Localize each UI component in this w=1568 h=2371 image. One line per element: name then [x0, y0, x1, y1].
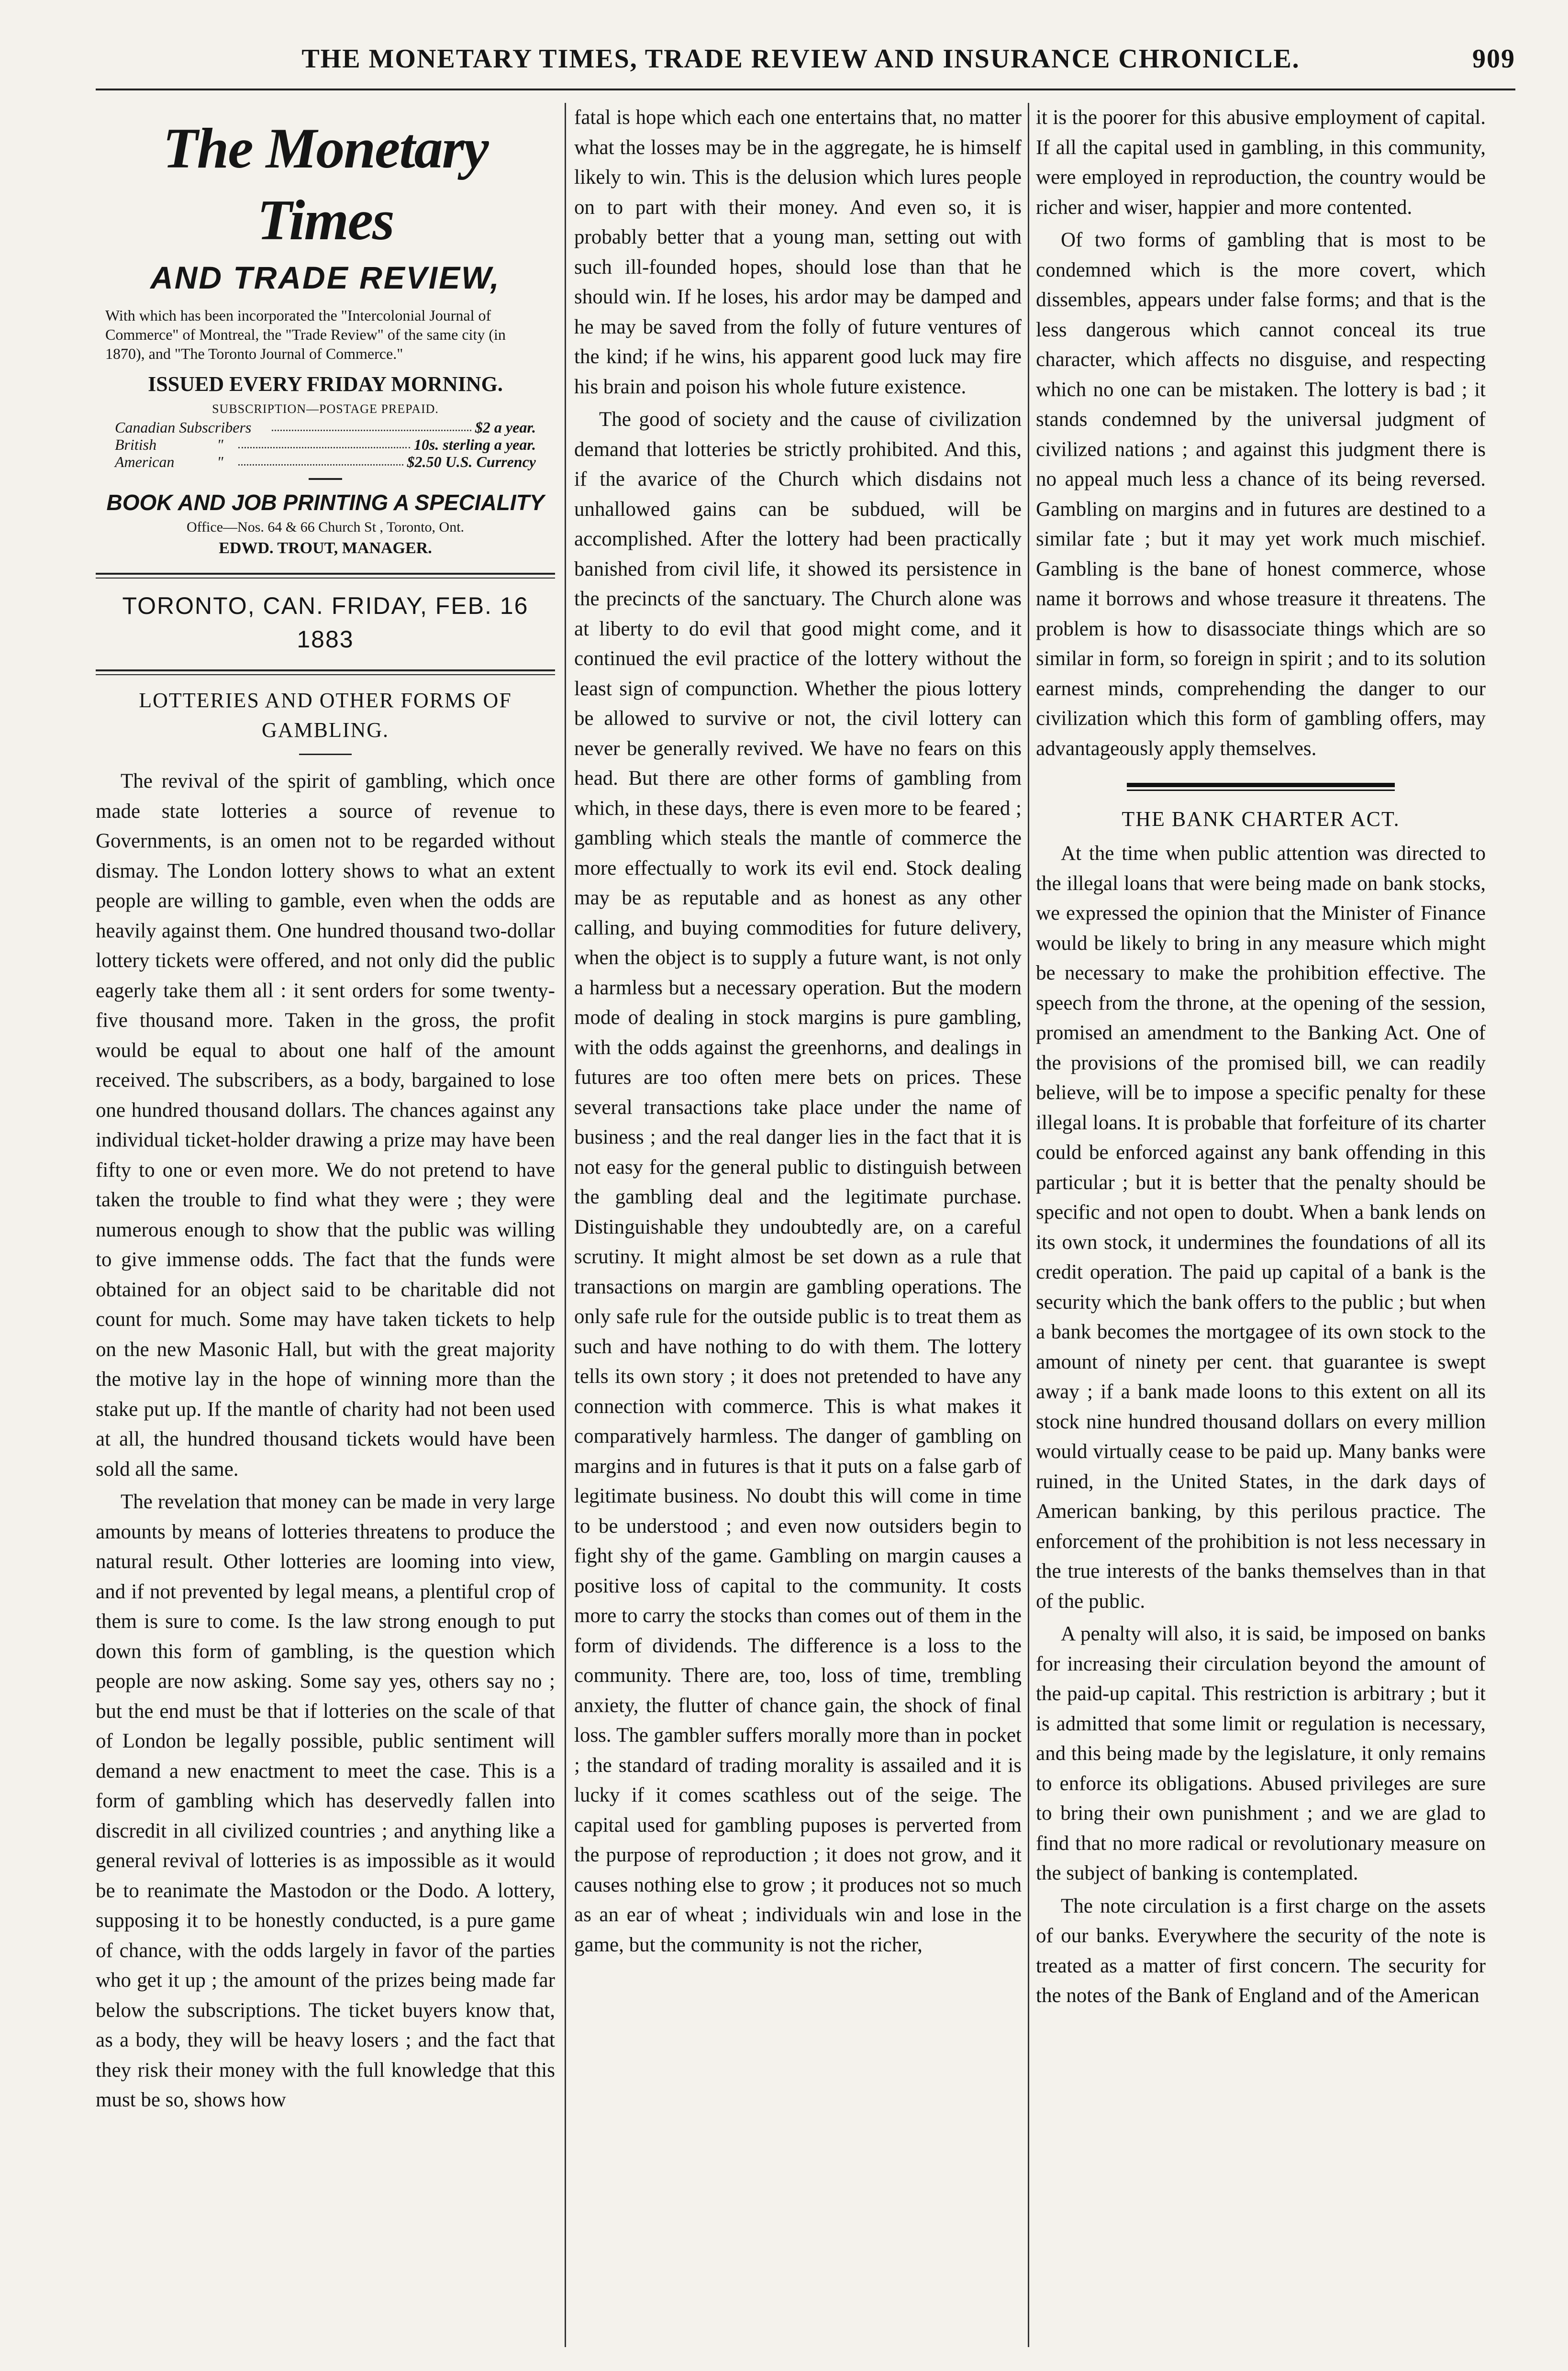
column-3 — [1036, 103, 1486, 2347]
leader-dots — [238, 436, 410, 448]
article-paragraph: At the time when public attention was directed to the illegal loans that were being made on bank stocks, we expressed the opinion that the Minister of Finance would be likely to bring in any measure which might be necessary to make the prohibition effective. The speech from the throne, at the opening of the session, promised an amendment to the Banking Act. One of the provisions of the promised bill, we can readily believe, will be to impose a specific penalty for these illegal loans. It is probable that forfeiture of its charter could be enforced against any bank offending in this particular ; but it is better that the penalty should be specific and not open to doubt. When a bank lends on its own stock, it undermines the foundations of all its credit operation. The paid up capital of a bank is the security which the bank offers to the public ; but when a bank becomes the mortgagee of its own stock to the amount of ninety per cent. that guarantee is swept away ; if a bank made loons to this extent on all its stock nine hundred thousand dollars on every million would virtually cease to be paid up. Many banks were ruined, in the United States, in the dark days of American banking, by this perilous practice. The enforcement of the prohibition is not less necessary in the true interests of the banks themselves than in that of the public. — [1036, 842, 1486, 1613]
article-paragraph: The note circulation is a first charge on the assets of our banks. Everywhere the security of the note is treated as a matter of first concern. The security for the notes of the Bank of England and of the American — [1036, 1894, 1486, 2007]
article-paragraph: The good of society and the cause of civilization demand that lotteries be strictly prohibited. And this, if the avarice of the Church which disdains not unhallowed gains can be subdued, will be accomplished. After the lottery had been practically banished from civil life, it showed its persistence in the precincts of the sanctuary. The Church alone was at liberty to do evil that good might come, and it continued the evil practice of the lottery without the least sign of compunction. Whether the pious lottery be allowed to survive or not, the civil lottery can never be generally revived. We have no fears on this head. But there are other forms of gambling from which, in these days, there is even more to be feared ; gambling which steals the mantle of commerce the more effectually to work its evil end. Stock dealing may be as reputable and as honest as any other calling, and buying commodities for future delivery, when the object is to supply a future want, is not only a harmless but a necessary operation. But the modern mode of dealing in stock margins is pure gambling, with the odds against the greenhorns, and dealings in futures are too often mere bets on prices. These several transactions take place under the name of business ; and the real danger lies in the fact that it is not easy for the general public to distinguish between the gambling deal and the legitimate purchase. Distinguishable they undoubtedly are, on a careful scrutiny. It might almost be set down as a rule that transactions on margin are gambling operations. The only safe rule for the outside public is to treat them as such and have nothing to do with them. The lottery tells its own story ; it does not pretended to have any connection with commerce. This is what makes it comparatively harmless. The danger of gambling on margins and in futures is that it puts on a false garb of legitimate business. No doubt this will come in time to be understood ; and even now outsiders begin to fight shy of the game. Gambling on margin causes a positive loss of capital to the community. It costs more to carry the stocks than comes out of them in the form of dividends. The difference is a loss to the community. There are, too, loss of time, trembling anxiety, the flutter of chance gain, the shock of final loss. The gambler suffers morally more than in pocket ; the standard of trading morality is assailed and it is lucky if it comes scathless out of the seige. The capital used for gambling puposes is perverted from the purpose of reproduction ; it does not grow, and it causes nothing else to grow ; it produces not so much as an ear of wheat ; individuals win and lose in the game, but the community is not the richer, — [574, 408, 1022, 1956]
divider — [96, 669, 555, 675]
section-divider — [1127, 783, 1395, 791]
article-title: LOTTERIES AND OTHER FORMS OF GAMBLING. — [139, 689, 512, 742]
job-printing-notice: BOOK AND JOB PRINTING A SPECIALITY — [106, 490, 545, 515]
subscription-row — [115, 453, 536, 470]
leader-dots — [238, 453, 403, 466]
subscription-row — [115, 436, 536, 453]
subscription-price: 10s. sterling a year. — [413, 436, 536, 453]
ditto-mark: " — [217, 436, 223, 453]
divider — [309, 478, 342, 480]
masthead — [96, 112, 555, 559]
column-divider — [565, 103, 566, 2347]
running-head — [86, 37, 1515, 80]
column-divider — [1028, 103, 1029, 2347]
issued-notice: ISSUED EVERY FRIDAY MORNING. — [148, 372, 503, 396]
page-number: 909 — [1472, 44, 1515, 74]
article-paragraph: The revelation that money can be made in very large amounts by means of lotteries threatens to produce the natural result. Other lotteries are looming into view, and if not prevented by legal means, a plentiful crop of them is sure to come. Is the law strong enough to put down this form of gambling, is the question which people are now asking. Some say yes, others say no ; but the end must be that if lotteries on the scale of that of London be legally possible, public sentiment will demand a new enactment to meet the case. This is a form of gambling which has deservedly fallen into discredit in all civilized countries ; and anything like a general revival of lotteries is as impossible as it would be to reanimate the Mastodon or the Dodo. A lottery, supposing it to be honestly conducted, is a pure game of chance, with the odds largely in favor of the parties who get it up ; the amount of the prizes being made far below the subscriptions. The ticket buyers know that, as a body, they will be heavy losers ; and the fact that they risk their money with the full knowledge that this must be so, shows how — [96, 1491, 555, 2111]
article-title: THE BANK CHARTER ACT. — [1122, 807, 1400, 831]
subscription-heading: SUBSCRIPTION—POSTAGE PREPAID. — [212, 402, 439, 416]
masthead-subtitle: AND TRADE REVIEW, — [150, 260, 500, 295]
running-head-title: THE MONETARY TIMES, TRADE REVIEW AND INSURANCE CHRONICLE. — [301, 44, 1300, 74]
divider — [299, 754, 352, 755]
article-paragraph: Of two forms of gambling that is most to be condemned which is the more covert, which dissembles, appears under false forms; and that is the less dangerous which cannot conceal its true character, which affects no disguise, and respecting which no one can be mistaken. The lottery is bad ; it stands condemned by the universal judgment of civilized nations ; and against this judgment there is no appeal much less a chance of its being reversed. Gambling on margins and in futures are destined to a similar fate ; but it may yet work much mischief. Gambling is the bane of honest commerce, whose name it borrows and whose treasure it threatens. The problem is how to disassociate things which are so similar in form, so foreign in spirit ; and to its solution earnest minds, comprehending the danger to our civilization which this form of gambling offers, may advantageously apply themselves. — [1036, 229, 1486, 760]
column-1 — [96, 103, 555, 2347]
subscription-price: $2 a year. — [475, 419, 536, 436]
subscription-row — [115, 419, 536, 436]
subscription-price: $2.50 U.S. Currency — [407, 453, 536, 470]
subscription-label: Canadian Subscribers — [115, 419, 252, 436]
column-2 — [574, 103, 1022, 2347]
dateline: TORONTO, CAN. FRIDAY, FEB. 16 1883 — [122, 592, 529, 653]
article-paragraph: The revival of the spirit of gambling, which once made state lotteries a source of revenue to Governments, is an omen not to be regarded without dismay. The London lottery shows to what an extent people are willing to gamble, even when the odds are heavily against them. One hundred thousand two-dollar lottery tickets were offered, and not only did the public eagerly take them all : it sent orders for some twenty-five thousand more. Taken in the gross, the profit would be equal to about one half of the amount received. The subscribers, as a body, bargained to lose one hundred thousand dollars. The chances against any individual ticket-holder drawing a prize may have been fifty to one or even more. We do not pretend to have taken the trouble to find what they were ; they were numerous enough to show that the public was willing to give immense odds. The fact that the funds were obtained for an object said to be charitable did not count for much. Some may have taken tickets to help on the new Masonic Hall, but with the great majority the motive lay in the hope of winning more than the stake put up. If the mantle of charity had not been used at all, the hundred thousand tickets would have been sold all the same. — [96, 770, 555, 1480]
masthead-title: The Monetary Times — [163, 116, 488, 252]
article-paragraph: it is the poorer for this abusive employment of capital. If all the capital used in gambling, in this community, were employed in reproduction, the country would be richer and wiser, happier and more contented. — [1036, 106, 1486, 219]
divider — [96, 573, 555, 579]
office-address: Office—Nos. 64 & 66 Church St , Toronto, Ont. — [186, 519, 465, 535]
manager-name: EDWD. TROUT, MANAGER. — [219, 539, 432, 557]
incorporation-note: With which has been incorporated the "Intercolonial Journal of Commerce" of Montreal, the "Trade Review" of the same city (in 1870), and "The Toronto Journal of Commerce." — [105, 307, 506, 362]
ditto-mark: " — [217, 453, 223, 470]
subscription-label: American — [115, 453, 175, 470]
article-paragraph: A penalty will also, it is said, be imposed on banks for increasing their circulation beyond the amount of the paid-up capital. This restriction is arbitrary ; but it is admitted that some limit or regulation is necessary, and this being made by the legislature, it only remains to enforce its obligations. Abused privileges are sure to bring their own punishment ; and we are glad to find that no more radical or revolutionary measure on the subject of banking is contemplated. — [1036, 1623, 1486, 1884]
subscription-label: British — [115, 436, 157, 453]
leader-dots — [272, 419, 471, 431]
article-paragraph: fatal is hope which each one entertains that, no matter what the losses may be in the aggregate, he is himself likely to win. This is the delusion which lures people on to part with their money. And even so, it is probably better that a young man, setting out with such ill-founded hopes, should lose than that he should win. If he loses, his ardor may be damped and he may be saved from the folly of future ventures of the kind; if he wins, his apparent good luck may fire his brain and poison his whole future existence. — [574, 106, 1022, 398]
header-rule — [96, 89, 1515, 90]
